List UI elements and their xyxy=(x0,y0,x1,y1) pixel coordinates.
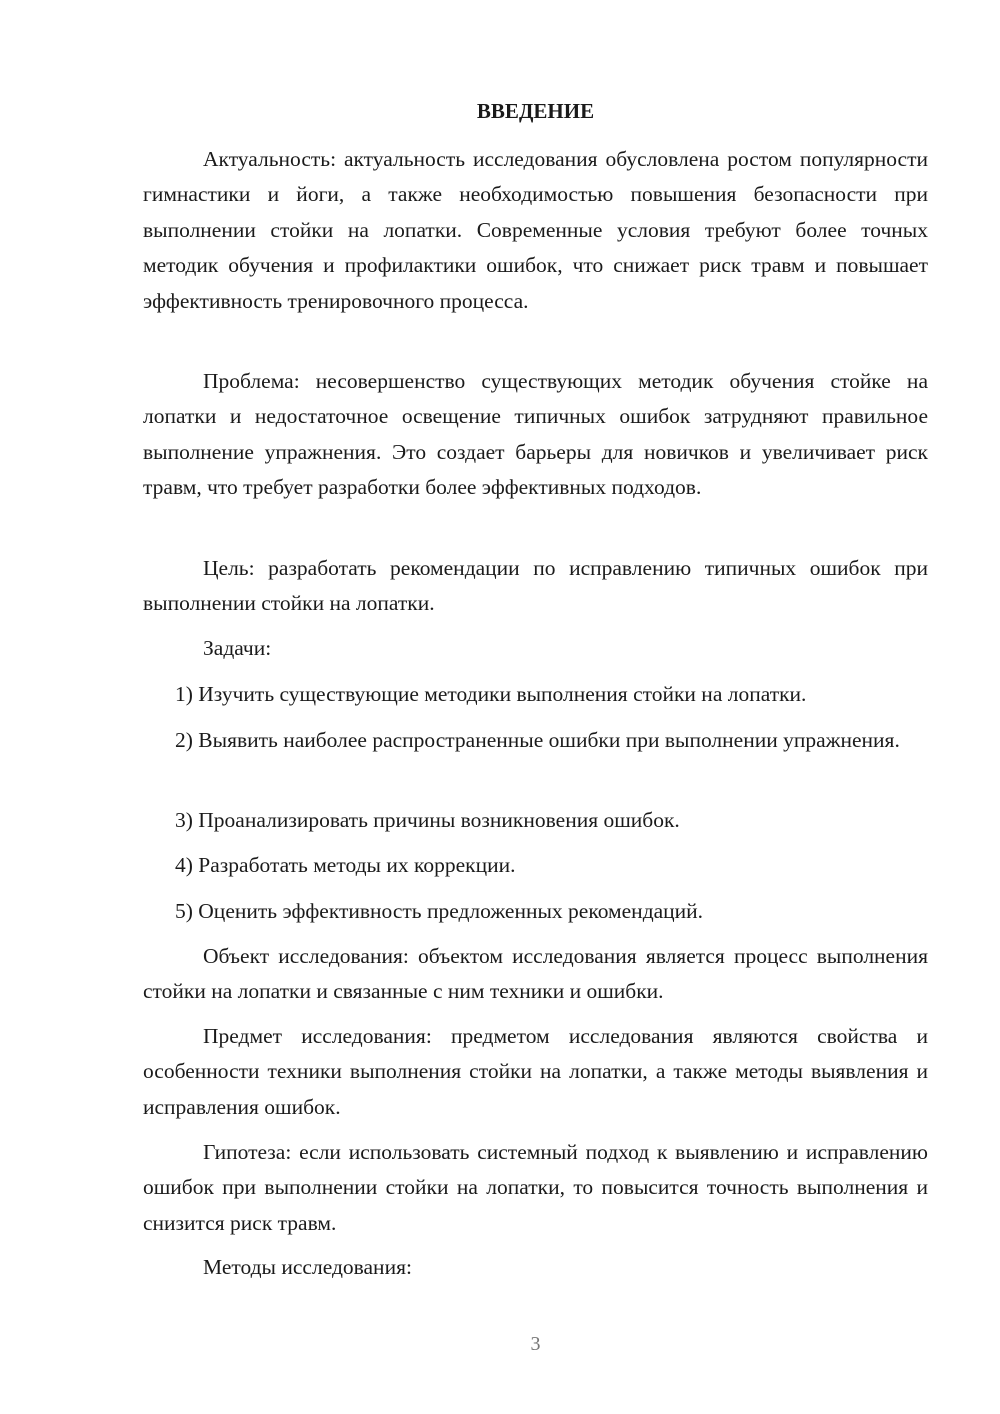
methods-heading: Методы исследования: xyxy=(203,1255,412,1279)
goal-paragraph: Цель: разработать рекомендации по исправлению типичных ошибок при выполнении стойки на лопатки. xyxy=(143,556,928,616)
problem-paragraph: Проблема: несовершенство существующих методик обучения стойке на лопатки и недостаточное освещение типичных ошибок затрудняют правильное выполнение упражнения. Это создает барьеры для новичков и увеличивает риск травм, что требует разработки более эффективных подходов. xyxy=(143,369,928,500)
task-item-1: 1) Изучить существующие методики выполнения стойки на лопатки. xyxy=(175,682,807,706)
task-item-3: 3) Проанализировать причины возникновения ошибок. xyxy=(175,808,680,832)
page-number: 3 xyxy=(530,1333,541,1355)
relevance-paragraph: Актуальность: актуальность исследования обусловлена ростом популярности гимнастики и йоги, а также необходимостью повышения безопасности при выполнении стойки на лопатки. Современные условия требуют более точных методик обучения и профилактики ошибок, что снижает риск травм и повышает эффективность тренировочного процесса. xyxy=(143,147,928,313)
object-paragraph: Объект исследования: объектом исследования является процесс выполнения стойки на лопатки и связанные с ним техники и ошибки. xyxy=(143,944,928,1004)
task-item-2: 2) Выявить наиболее распространенные ошибки при выполнении упражнения. xyxy=(175,728,900,752)
task-item-4: 4) Разработать методы их коррекции. xyxy=(175,853,516,877)
document-page xyxy=(143,0,928,1414)
tasks-heading: Задачи: xyxy=(203,636,272,660)
section-title: ВВЕДЕНИЕ xyxy=(476,99,595,123)
task-item-5: 5) Оценить эффективность предложенных рекомендаций. xyxy=(175,899,704,923)
subject-paragraph: Предмет исследования: предметом исследования являются свойства и особенности техники выполнения стойки на лопатки, а также методы выявления и исправления ошибок. xyxy=(143,1024,928,1119)
hypothesis-paragraph: Гипотеза: если использовать системный подход к выявлению и исправлению ошибок при выполнении стойки на лопатки, то повысится точность выполнения и снизится риск травм. xyxy=(143,1140,928,1235)
